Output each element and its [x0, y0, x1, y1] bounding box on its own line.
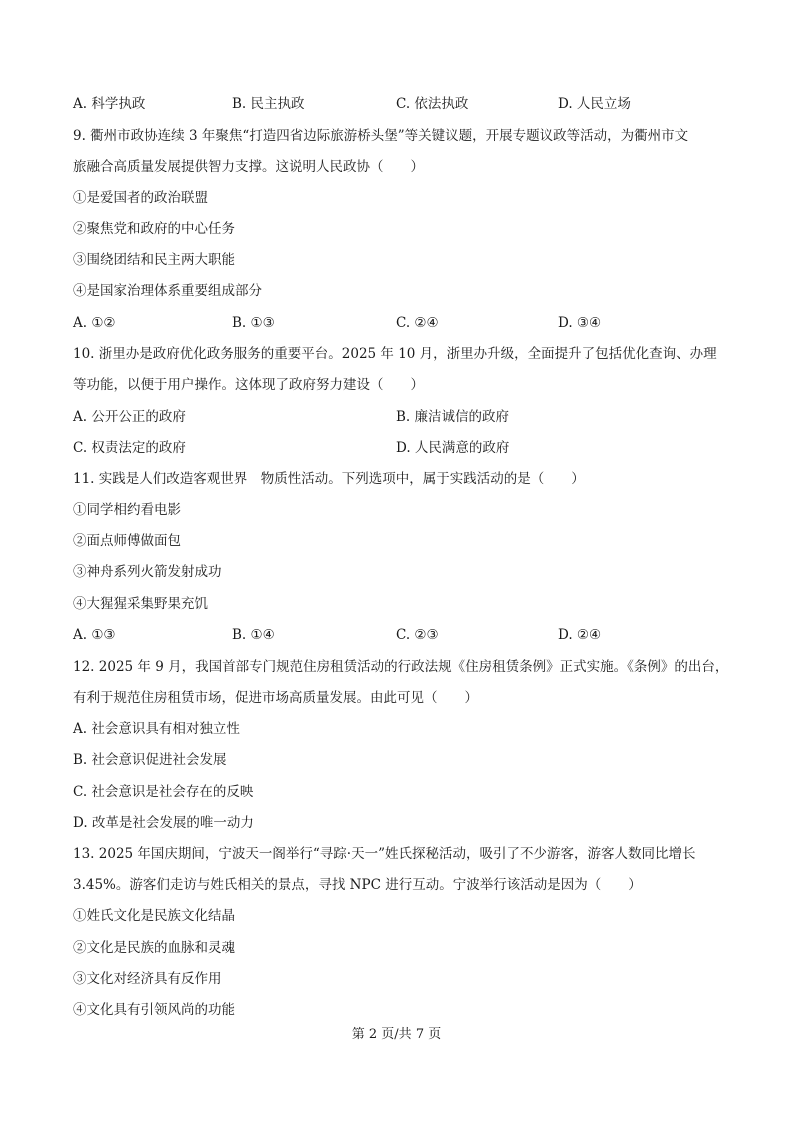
q11-item-2: ②面点师傅做面包: [73, 533, 181, 549]
q13-item-2: ②文化是民族的血脉和灵魂: [73, 940, 235, 956]
q9-option-b: B. ①③: [232, 315, 275, 331]
q10-option-d: D. 人民满意的政府: [396, 440, 510, 456]
q12-option-b: B. 社会意识促进社会发展: [73, 752, 227, 768]
q10-option-a: A. 公开公正的政府: [73, 409, 186, 425]
q11-option-c: C. ②③: [396, 627, 439, 643]
q12-stem: 12. 2025 年 9 月，我国首部专门规范住房租赁活动的行政法规《住房租赁条例》正式实施。《条例》的出台，: [73, 659, 729, 675]
q11-option-d: D. ②④: [558, 627, 602, 643]
option-a: A. 科学执政: [73, 96, 146, 112]
q10-stem: 10. 浙里办是政府优化政务服务的重要平台。2025 年 10 月，浙里办升级，全面提升了包括优化查询、办理: [73, 346, 717, 362]
q9-option-a: A. ①②: [73, 315, 116, 331]
q9-item-2: ②聚焦党和政府的中心任务: [73, 221, 235, 237]
q9-option-c: C. ②④: [396, 315, 439, 331]
q12-stem-cont: 有利于规范住房租赁市场，促进市场高质量发展。由此可见（ ）: [73, 690, 478, 706]
q11-item-4: ④大猩猩采集野果充饥: [73, 596, 208, 612]
q9-item-3: ③围绕团结和民主两大职能: [73, 252, 235, 268]
q11-item-1: ①同学相约看电影: [73, 502, 181, 518]
q9-stem: 9. 衢州市政协连续 3 年聚焦“打造四省边际旅游桥头堡”等关键议题，开展专题议政等活动，为衢州市文: [73, 128, 689, 144]
q12-option-d: D. 改革是社会发展的唯一动力: [73, 815, 254, 831]
q12-option-a: A. 社会意识具有相对独立性: [73, 721, 240, 737]
option-c: C. 依法执政: [396, 96, 469, 112]
q11-item-3: ③神舟系列火箭发射成功: [73, 564, 222, 580]
q9-item-1: ①是爱国者的政治联盟: [73, 190, 208, 206]
q10-option-b: B. 廉洁诚信的政府: [396, 409, 510, 425]
q9-stem-cont: 旅融合高质量发展提供智力支撑。这说明人民政协（ ）: [73, 159, 424, 175]
q13-item-1: ①姓氏文化是民族文化结晶: [73, 908, 235, 924]
q10-option-c: C. 权责法定的政府: [73, 440, 186, 456]
option-d: D. 人民立场: [558, 96, 631, 112]
q9-item-4: ④是国家治理体系重要组成部分: [73, 283, 262, 299]
q13-item-4: ④文化具有引领风尚的功能: [73, 1002, 235, 1018]
option-b: B. 民主执政: [232, 96, 305, 112]
q13-stem-cont: 3.45%。游客们走访与姓氏相关的景点，寻找 NPC 进行互动。宁波举行该活动是因为（ ）: [73, 877, 642, 893]
q12-option-c: C. 社会意识是社会存在的反映: [73, 784, 254, 800]
q10-stem-cont: 等功能，以便于用户操作。这体现了政府努力建设（ ）: [73, 377, 424, 393]
q13-stem: 13. 2025 年国庆期间，宁波天一阁举行“寻踪·天一”姓氏探秘活动，吸引了不少游客，游客人数同比增长: [73, 846, 696, 862]
q11-stem: 11. 实践是人们改造客观世界 物质性活动。下列选项中，属于实践活动的是（ ）: [73, 471, 585, 487]
page-number: 第 2 页/共 7 页: [351, 1027, 442, 1042]
q11-option-a: A. ①③: [73, 627, 116, 643]
q13-item-3: ③文化对经济具有反作用: [73, 971, 222, 987]
q9-option-d: D. ③④: [558, 315, 602, 331]
q11-option-b: B. ①④: [232, 627, 275, 643]
